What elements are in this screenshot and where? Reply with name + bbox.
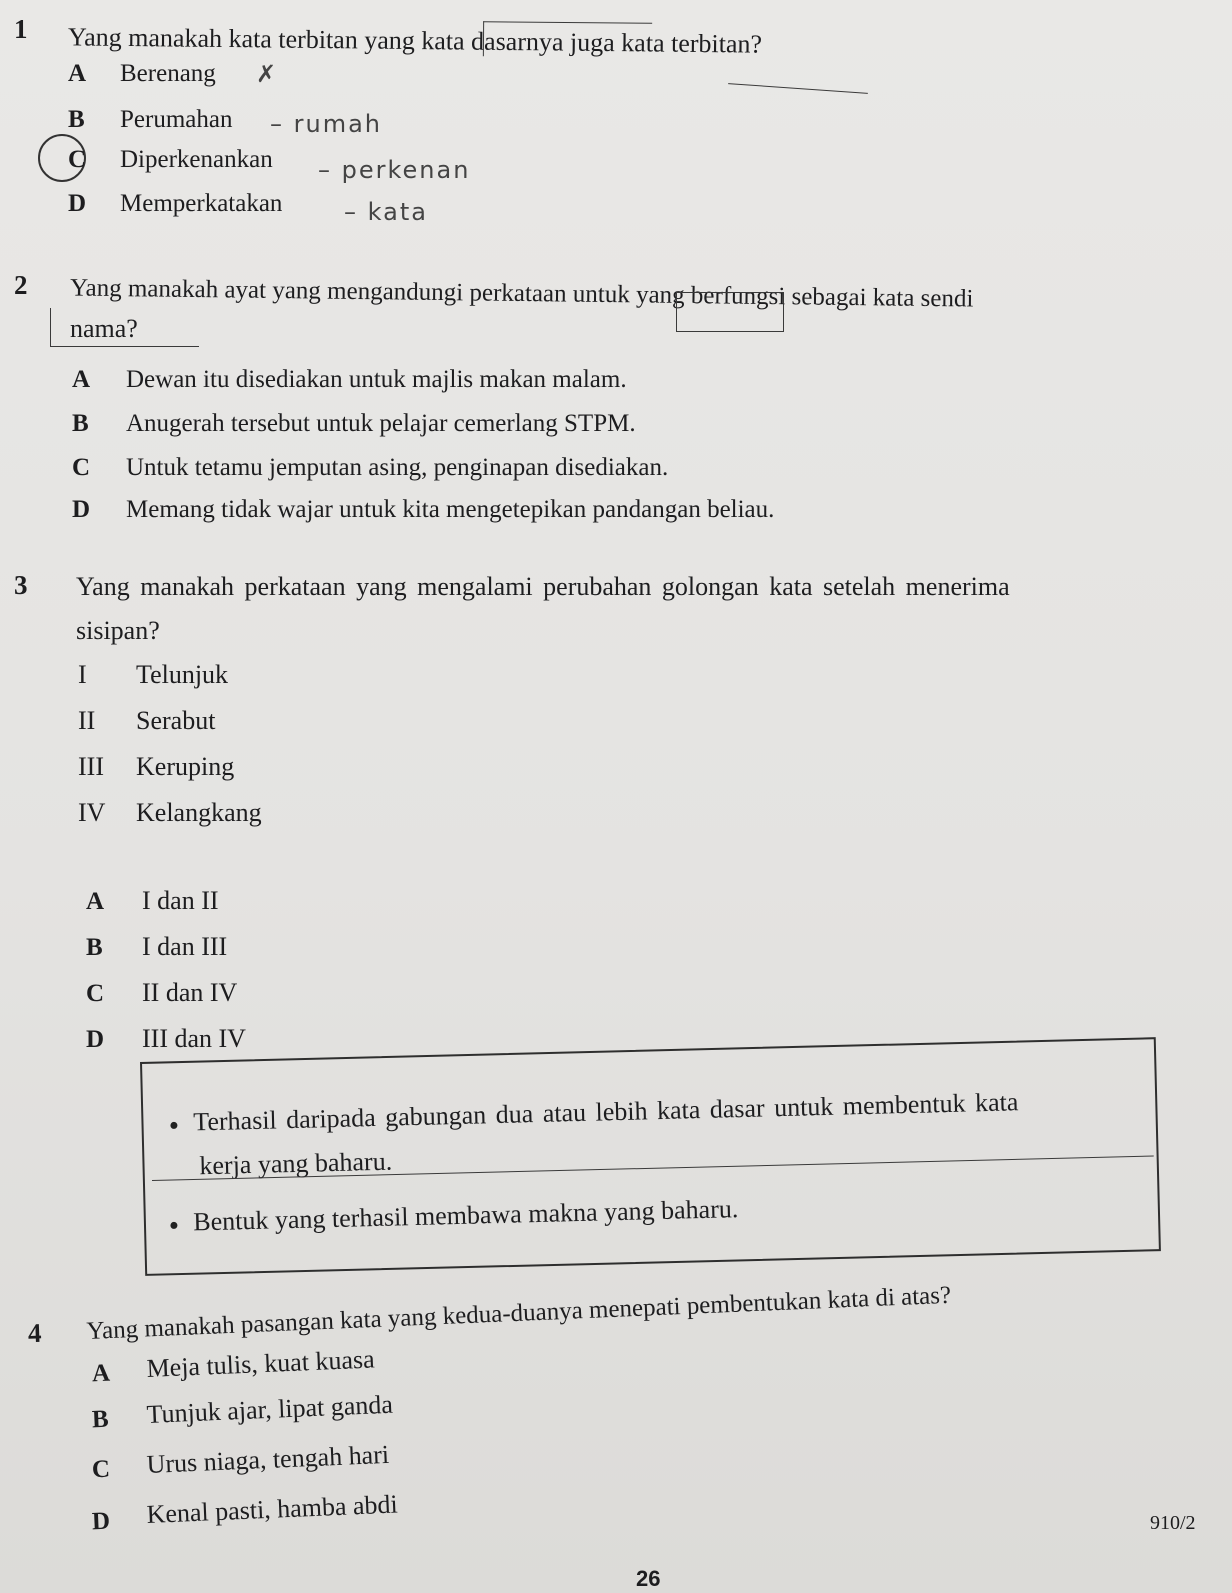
roman-numeral: III — [78, 752, 104, 781]
option-text: Meja tulis, kuat kuasa — [146, 1344, 376, 1383]
question-number: 2 — [14, 270, 28, 300]
option-text: Untuk tetamu jemputan asing, penginapan disediakan. — [126, 454, 669, 481]
option-text: Perumahan — [120, 106, 233, 133]
roman-numeral: II — [78, 706, 96, 735]
roman-numeral: IV — [78, 798, 106, 827]
item-text: Serabut — [136, 706, 216, 735]
info-text: kerja yang baharu. — [199, 1146, 393, 1181]
question-stem: Yang manakah pasangan kata yang kedua-duanya menepati pembentukan kata di atas? — [86, 1281, 952, 1345]
question-stem: Yang manakah perkataan yang mengalami perubahan golongan kata setelah menerima — [76, 572, 1010, 601]
question-stem: Yang manakah kata terbitan yang kata dasarnya juga kata terbitan? — [67, 22, 763, 59]
item-text: Telunjuk — [136, 660, 229, 689]
option-letter: C — [86, 980, 105, 1007]
option-letter: D — [86, 1026, 105, 1053]
option-letter: A — [91, 1359, 111, 1388]
roman-numeral: I — [78, 660, 87, 689]
paper-code: 910/2 — [1150, 1512, 1196, 1534]
question-stem: sisipan? — [76, 616, 160, 645]
option-text: I dan III — [142, 932, 228, 961]
option-text: II dan IV — [142, 978, 238, 1007]
handwritten-note: – perkenan — [318, 156, 471, 184]
option-text: Kenal pasti, hamba abdi — [146, 1489, 399, 1529]
option-letter: C — [68, 146, 87, 173]
option-text: Anugerah tersebut untuk pelajar cemerlang STPM. — [126, 410, 636, 437]
question-number: 3 — [14, 570, 28, 600]
option-text: Diperkenankan — [120, 146, 273, 173]
info-text: Bentuk yang terhasil membawa makna yang baharu. — [192, 1194, 739, 1237]
handwritten-note: – kata — [344, 198, 428, 226]
question-stem: Yang manakah ayat yang mengandungi perkataan untuk yang berfungsi sebagai kata sendi — [69, 274, 974, 313]
question-number: 4 — [27, 1317, 43, 1349]
question-stem: nama? — [70, 314, 138, 343]
option-text: Urus niaga, tengah hari — [146, 1439, 390, 1479]
option-letter: B — [86, 934, 103, 961]
option-letter: C — [91, 1455, 111, 1484]
option-letter: A — [72, 366, 91, 393]
option-letter: D — [72, 496, 91, 523]
option-letter: A — [68, 60, 87, 87]
handwritten-cross-mark: ✗ — [256, 60, 279, 88]
option-text: I dan II — [142, 886, 219, 915]
question-number: 1 — [14, 14, 28, 44]
option-text: Tunjuk ajar, lipat ganda — [146, 1389, 394, 1429]
option-letter: A — [86, 888, 105, 915]
option-letter: C — [72, 454, 91, 481]
item-text: Kelangkang — [136, 798, 262, 827]
info-text: Terhasil daripada gabungan dua atau lebih kata dasar untuk membentuk kata — [192, 1087, 1019, 1137]
handwritten-note: – rumah — [270, 110, 383, 138]
option-letter: B — [72, 410, 89, 437]
page-number: 26 — [636, 1566, 661, 1591]
option-text: Dewan itu disediakan untuk majlis makan malam. — [126, 366, 627, 393]
option-text: Berenang — [120, 60, 216, 87]
option-letter: B — [68, 106, 85, 133]
option-letter: B — [91, 1405, 110, 1434]
option-letter: D — [68, 190, 87, 217]
option-text: III dan IV — [142, 1024, 246, 1053]
option-text: Memang tidak wajar untuk kita mengetepikan pandangan beliau. — [126, 496, 775, 523]
option-letter: D — [91, 1507, 111, 1536]
item-text: Keruping — [136, 752, 235, 781]
option-text: Memperkatakan — [120, 190, 283, 217]
